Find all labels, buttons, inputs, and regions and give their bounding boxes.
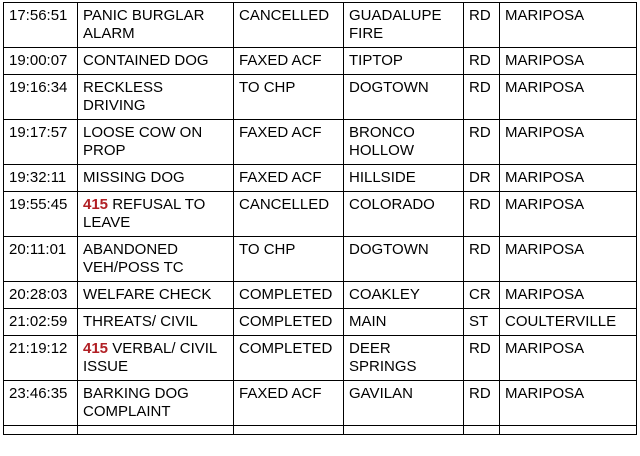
- disposition-cell: FAXED ACF: [234, 120, 344, 165]
- table-row-partial: [4, 426, 637, 435]
- penal-code: 415: [83, 340, 113, 357]
- city-cell: MARIPOSA: [500, 237, 637, 282]
- city-cell: MARIPOSA: [500, 75, 637, 120]
- time-cell: 20:11:01: [4, 237, 78, 282]
- time-cell: 19:16:34: [4, 75, 78, 120]
- table-row: [4, 309, 637, 336]
- street-suffix-cell: RD: [464, 75, 500, 120]
- incident-type-cell: [78, 381, 234, 426]
- street-suffix-cell: RD: [464, 120, 500, 165]
- incident-type-cell: [78, 48, 234, 75]
- incident-type-cell: [78, 282, 234, 309]
- city-cell: MARIPOSA: [500, 165, 637, 192]
- disposition-cell: COMPLETED: [234, 282, 344, 309]
- street-cell: HILLSIDE: [344, 165, 464, 192]
- time-cell: 23:46:35: [4, 381, 78, 426]
- street-suffix-cell: RD: [464, 381, 500, 426]
- incident-type-cell: [78, 165, 234, 192]
- incident-type: LOOSE COW ON PROP: [83, 124, 203, 159]
- street-cell: COAKLEY: [344, 282, 464, 309]
- incident-type: WELFARE CHECK: [83, 286, 212, 303]
- city-cell: MARIPOSA: [500, 336, 637, 381]
- city-cell: MARIPOSA: [500, 48, 637, 75]
- disposition-cell: FAXED ACF: [234, 381, 344, 426]
- table-row: [4, 75, 637, 120]
- street-cell: DEER SPRINGS: [344, 336, 464, 381]
- time-cell: 20:28:03: [4, 282, 78, 309]
- time-cell: 19:00:07: [4, 48, 78, 75]
- city-cell: MARIPOSA: [500, 192, 637, 237]
- incident-type-cell: [78, 309, 234, 336]
- disposition-cell: COMPLETED: [234, 336, 344, 381]
- street-suffix-cell: RD: [464, 192, 500, 237]
- disposition-cell: CANCELLED: [234, 3, 344, 48]
- table-row: [4, 120, 637, 165]
- table-row: [4, 282, 637, 309]
- table-row: [4, 3, 637, 48]
- street-cell: TIPTOP: [344, 48, 464, 75]
- call-log-body: [4, 3, 637, 435]
- street-cell: DOGTOWN: [344, 237, 464, 282]
- disposition-cell: COMPLETED: [234, 309, 344, 336]
- incident-type: REFUSAL TO LEAVE: [83, 196, 206, 231]
- time-cell: 19:17:57: [4, 120, 78, 165]
- incident-type-cell: [78, 75, 234, 120]
- disposition-cell: FAXED ACF: [234, 165, 344, 192]
- time-cell: 21:02:59: [4, 309, 78, 336]
- city-cell: MARIPOSA: [500, 381, 637, 426]
- street-suffix-cell: ST: [464, 309, 500, 336]
- city-cell: COULTERVILLE: [500, 309, 637, 336]
- incident-type: RECKLESS DRIVING: [83, 79, 164, 114]
- street-suffix-cell: RD: [464, 48, 500, 75]
- incident-type: MISSING DOG: [83, 169, 185, 186]
- street-suffix-cell: CR: [464, 282, 500, 309]
- penal-code: 415: [83, 196, 113, 213]
- time-cell: 19:55:45: [4, 192, 78, 237]
- street-suffix-cell: RD: [464, 237, 500, 282]
- disposition-cell: CANCELLED: [234, 192, 344, 237]
- table-row: [4, 165, 637, 192]
- incident-type-cell: [78, 3, 234, 48]
- city-cell: MARIPOSA: [500, 3, 637, 48]
- street-suffix-cell: RD: [464, 3, 500, 48]
- table-row: [4, 48, 637, 75]
- incident-type: THREATS/ CIVIL: [83, 313, 198, 330]
- street-cell: DOGTOWN: [344, 75, 464, 120]
- incident-type-cell: [78, 237, 234, 282]
- table-row: [4, 237, 637, 282]
- incident-type: CONTAINED DOG: [83, 52, 209, 69]
- street-suffix-cell: DR: [464, 165, 500, 192]
- incident-type: BARKING DOG COMPLAINT: [83, 385, 189, 420]
- table-row: [4, 192, 637, 237]
- incident-type: PANIC BURGLAR ALARM: [83, 7, 205, 42]
- street-cell: BRONCO HOLLOW: [344, 120, 464, 165]
- street-cell: GUADALUPE FIRE: [344, 3, 464, 48]
- incident-type-cell: [78, 192, 234, 237]
- time-cell: 21:19:12: [4, 336, 78, 381]
- disposition-cell: TO CHP: [234, 237, 344, 282]
- street-cell: GAVILAN: [344, 381, 464, 426]
- table-row: [4, 336, 637, 381]
- time-cell: 17:56:51: [4, 3, 78, 48]
- incident-type: ABANDONED VEH/POSS TC: [83, 241, 184, 276]
- incident-type-cell: [78, 120, 234, 165]
- street-suffix-cell: RD: [464, 336, 500, 381]
- city-cell: MARIPOSA: [500, 120, 637, 165]
- street-cell: COLORADO: [344, 192, 464, 237]
- street-cell: MAIN: [344, 309, 464, 336]
- incident-type: VERBAL/ CIVIL ISSUE: [83, 340, 217, 375]
- table-row: [4, 381, 637, 426]
- disposition-cell: FAXED ACF: [234, 48, 344, 75]
- incident-type-cell: [78, 336, 234, 381]
- disposition-cell: TO CHP: [234, 75, 344, 120]
- call-log-table: [3, 2, 637, 435]
- city-cell: MARIPOSA: [500, 282, 637, 309]
- time-cell: 19:32:11: [4, 165, 78, 192]
